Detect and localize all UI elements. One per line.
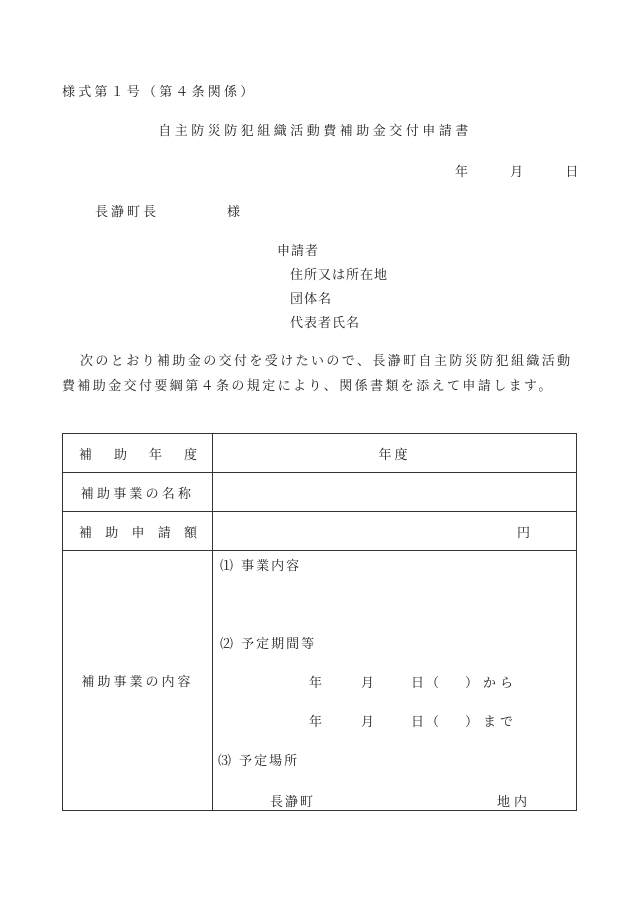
addressee-honorific: 様 bbox=[227, 205, 244, 220]
value-amount[interactable] bbox=[213, 512, 577, 551]
location-town: 長瀞町 bbox=[270, 795, 316, 810]
applicant-representative-label: 代表者氏名 bbox=[290, 316, 361, 331]
table-row-content bbox=[63, 551, 577, 811]
date-line bbox=[455, 161, 578, 180]
addressee-name: 長瀞町長 bbox=[95, 205, 160, 220]
location-area: 地内 bbox=[497, 795, 532, 810]
applicant-group-label: 団体名 bbox=[290, 292, 333, 307]
item-project-details: ⑴ 事業内容 bbox=[220, 559, 302, 574]
date-day: 日 bbox=[565, 165, 579, 180]
table-row-fiscal-year bbox=[63, 434, 577, 473]
applicant-address-label: 住所又は所在地 bbox=[290, 268, 389, 283]
intro-paragraph bbox=[62, 349, 582, 399]
date-month: 月 bbox=[510, 165, 524, 180]
form-number: 様式第１号（第４条関係） bbox=[62, 85, 257, 100]
label-content: 補助事業の内容 bbox=[63, 551, 213, 811]
table-row-project-name bbox=[63, 473, 577, 512]
label-project-name: 補助事業の名称 bbox=[63, 473, 213, 512]
applicant-heading: 申請者 bbox=[277, 244, 320, 259]
document-title: 自主防災防犯組織活動費補助金交付申請書 bbox=[158, 124, 472, 139]
label-amount: 補 助 申 請 額 bbox=[63, 512, 213, 551]
yen-unit: 円 bbox=[516, 525, 530, 541]
item-planned-location: ⑶ 予定場所 bbox=[218, 754, 300, 769]
application-table bbox=[62, 433, 577, 811]
table-row-amount bbox=[63, 512, 577, 551]
value-fiscal-year[interactable]: 年度 bbox=[213, 434, 577, 473]
intro-text: 次のとおり補助金の交付を受けたいので、長瀞町自主防災防犯組織活動費補助金交付要綱第４条の規定により、関係書類を添えて申請します。 bbox=[62, 354, 573, 394]
addressee bbox=[95, 201, 243, 220]
date-year: 年 bbox=[455, 165, 469, 180]
value-content[interactable]: ⑴ 事業内容 ⑵ 予定期間等 年 月 日（ ） から 年 月 日（ ） まで ⑶ 予定場所 長瀞町 地内 bbox=[213, 551, 577, 811]
item-planned-period: ⑵ 予定期間等 bbox=[220, 637, 317, 652]
value-project-name[interactable] bbox=[213, 473, 577, 512]
label-fiscal-year: 補 助 年 度 bbox=[63, 434, 213, 473]
